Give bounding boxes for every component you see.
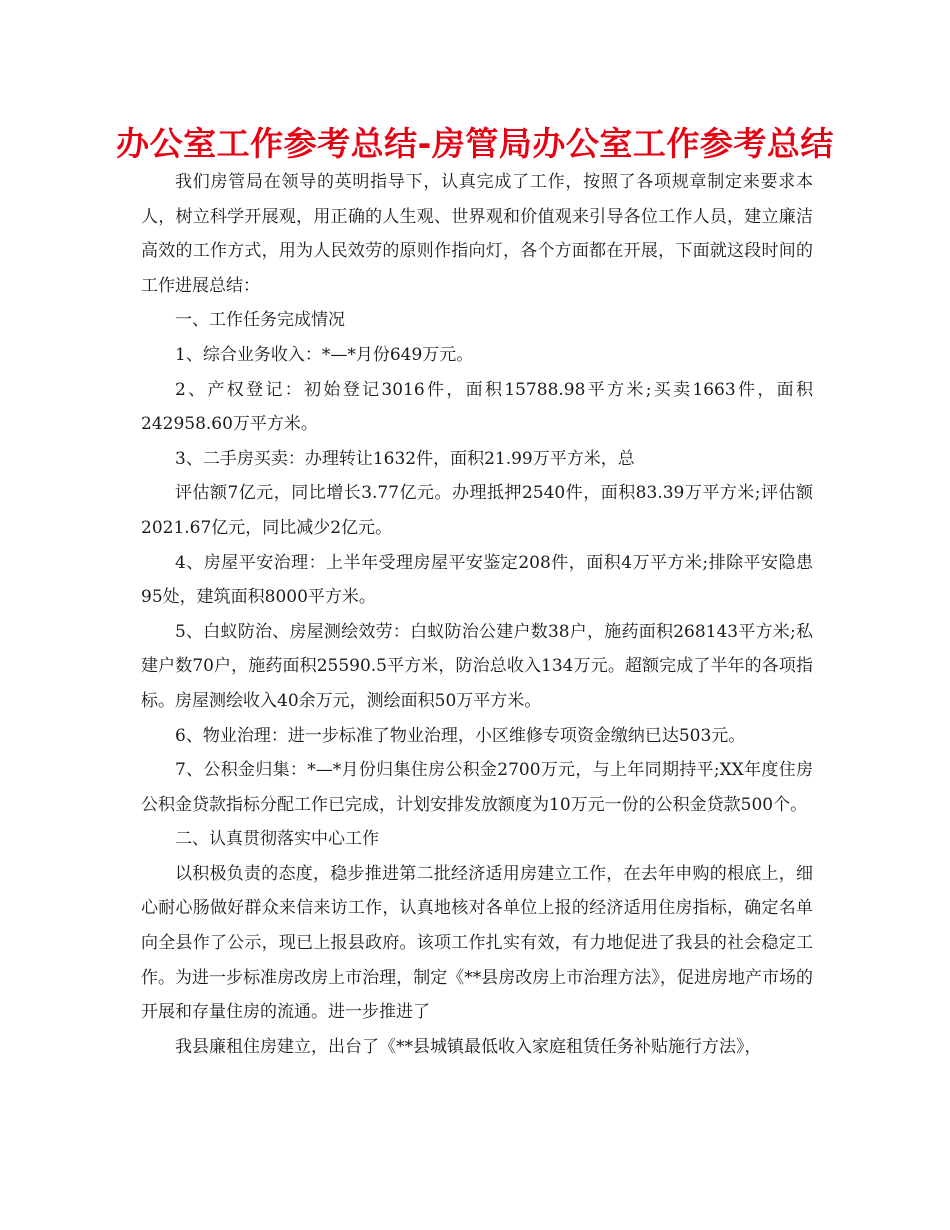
- paragraph: 以积极负责的态度，稳步推进第二批经济适用房建立工作，在去年申购的根底上，细心耐心肠做好群众来信来访工作，认真地核对各单位上报的经济适用住房指标，确定名单向全县作了公示，现已上报县政府。该项工作扎实有效，有力地促进了我县的社会稳定工作。为进一步标准房改房上市治理，制定《**县房改房上市治理方法》，促进房地产市场的开展和存量住房的流通。进一步推进了: [141, 863, 813, 1023]
- paragraph: 7、公积金归集：*—*月份归集住房公积金2700万元，与上年同期持平;XX年度住房公积金贷款指标分配工作已完成，计划安排发放额度为10万元一份的公积金贷款500个。: [141, 760, 813, 815]
- paragraph: 二、认真贯彻落实中心工作: [175, 829, 379, 850]
- document-body: [141, 165, 813, 1064]
- paragraph: 6、物业治理：进一步标准了物业治理，小区维修专项资金缴纳已达503元。: [175, 725, 746, 746]
- paragraph: 1、综合业务收入：*—*月份649万元。: [175, 344, 474, 365]
- paragraph: 3、二手房买卖：办理转让1632件，面积21.99万平方米，总: [175, 448, 635, 469]
- paragraph: 2、产权登记：初始登记3016件，面积15788.98平方米;买卖1663件，面积242958.60万平方米。: [141, 379, 813, 435]
- paragraph: 我们房管局在领导的英明指导下，认真完成了工作，按照了各项规章制定来要求本人，树立科学开展观，用正确的人生观、世界观和价值观来引导各位工作人员，建立廉洁高效的工作方式，用为人民效劳的原则作指向灯，各个方面都在开展，下面就这段时间的工作进展总结：: [141, 172, 813, 296]
- paragraph: 5、白蚁防治、房屋测绘效劳：白蚁防治公建户数38户，施药面积268143平方米;私建户数70户，施药面积25590.5平方米，防治总收入134万元。超额完成了半年的各项指标。房屋测绘收入40余万元，测绘面积50万平方米。: [141, 621, 813, 711]
- paragraph: 4、房屋平安治理：上半年受理房屋平安鉴定208件，面积4万平方米;排除平安隐患95处，建筑面积8000平方米。: [141, 552, 813, 608]
- document-title: 办公室工作参考总结-房管局办公室工作参考总结: [116, 124, 834, 163]
- paragraph: 一、工作任务完成情况: [175, 310, 345, 331]
- paragraph: 我县廉租住房建立，出台了《**县城镇最低收入家庭租赁任务补贴施行方法》，: [175, 1036, 762, 1057]
- paragraph: 评估额7亿元，同比增长3.77亿元。办理抵押2540件，面积83.39万平方米;评估额2021.67亿元，同比减少2亿元。: [141, 483, 813, 538]
